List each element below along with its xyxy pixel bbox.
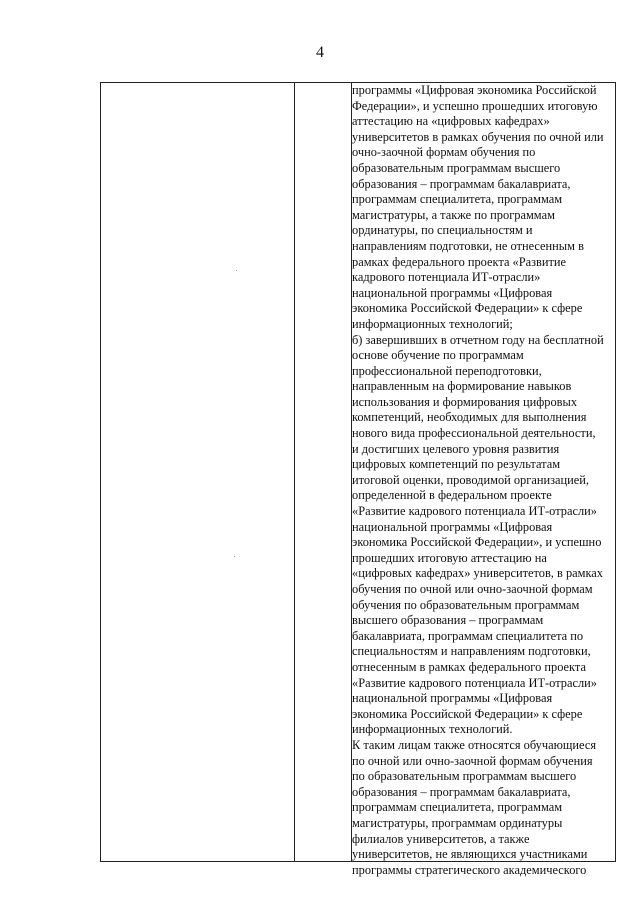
text-line: определенной в федеральном проекте [352, 488, 552, 503]
text-line: отнесенным в рамках федерального проекта [352, 659, 586, 674]
scan-speck [236, 270, 237, 271]
text-line: программы стратегического академического [352, 862, 587, 877]
table-left-border [100, 82, 101, 862]
text-line: образования – программам бакалавриата, [352, 176, 571, 191]
text-line: программам специалитета, программам [352, 800, 563, 815]
text-line: национальной программы «Цифровая [352, 519, 553, 534]
text-line: национальной программы «Цифровая [352, 285, 553, 300]
text-line: прошедших итоговую аттестацию на [352, 550, 547, 565]
text-line: и достигших целевого уровня развития [352, 441, 560, 456]
text-line: компетенций, необходимых для выполнения [352, 410, 587, 425]
text-line: экономика Российской Федерации», и успешно [352, 535, 602, 550]
text-line: университетов, не являющихся участниками [352, 847, 588, 862]
text-line: очно-заочной формам обучения по [352, 145, 536, 160]
text-line: университетов в рамках обучения по очной или [352, 129, 604, 144]
text-line: магистратуры, программам ординатуры [352, 815, 563, 830]
text-line: по образовательным программам высшего [352, 769, 577, 784]
text-line: образовательным программам высшего [352, 160, 561, 175]
text-line: рамках федерального проекта «Развитие [352, 254, 567, 269]
text-line: информационных технологий; [352, 316, 513, 331]
text-line: по очной или очно-заочной формам обучения [352, 753, 593, 768]
document-table [100, 82, 616, 877]
text-line: программам специалитета, программам [352, 192, 563, 207]
text-line: направлениям подготовки, не отнесенным в [352, 238, 584, 253]
column-divider-1 [294, 82, 295, 862]
text-line: аттестацию на «цифровых кафедрах» [352, 114, 550, 129]
text-line: филиалов университетов, а также [352, 831, 530, 846]
text-line: направленным на формирование навыков [352, 379, 572, 394]
text-line: экономика Российской Федерации» к сфере [352, 301, 583, 316]
text-line: основе обучение по программам [352, 348, 524, 363]
text-line: ординатуры, по специальностям и [352, 223, 533, 238]
text-line: «Развитие кадрового потенциала ИТ-отрасли» [352, 675, 597, 690]
text-line: национальной программы «Цифровая [352, 691, 553, 706]
text-line: специальностям и направлениям подготовки, [352, 644, 591, 659]
scan-speck [234, 556, 235, 557]
text-line: кадрового потенциала ИТ-отрасли» [352, 270, 541, 285]
text-line: цифровых компетенций по результатам [352, 457, 561, 472]
page-number: 4 [316, 44, 324, 61]
text-line: бакалавриата, программам специалитета по [352, 628, 584, 643]
text-line: «Развитие кадрового потенциала ИТ-отрасли» [352, 504, 597, 519]
text-line: программы «Цифровая экономика Российской [352, 83, 597, 97]
text-line: б) завершивших в отчетном году на бесплатной [352, 332, 604, 347]
text-line: «цифровых кафедрах» университетов, в рамках [352, 566, 604, 581]
text-line: нового вида профессиональной деятельности, [352, 426, 596, 441]
text-line: информационных технологий. [352, 722, 513, 737]
text-line: высшего образования – программам [352, 613, 544, 628]
text-line: профессиональной переподготовки, [352, 363, 542, 378]
text-line: Федерации», и успешно прошедших итоговую [352, 98, 598, 113]
text-line: использования и формирования цифровых [352, 394, 578, 409]
text-line: обучения по очной или очно-заочной формам [352, 582, 593, 596]
table-cell-text [352, 83, 617, 878]
text-line: итоговой оценки, проводимой организацией, [352, 472, 589, 487]
text-line: магистратуры, а также по программам [352, 207, 555, 222]
text-line: экономика Российской Федерации» к сфере [352, 706, 583, 721]
text-line: образования – программам бакалавриата, [352, 784, 571, 799]
text-line: обучения по образовательным программам [352, 597, 580, 612]
text-line: К таким лицам также относятся обучающиеся [352, 737, 597, 752]
